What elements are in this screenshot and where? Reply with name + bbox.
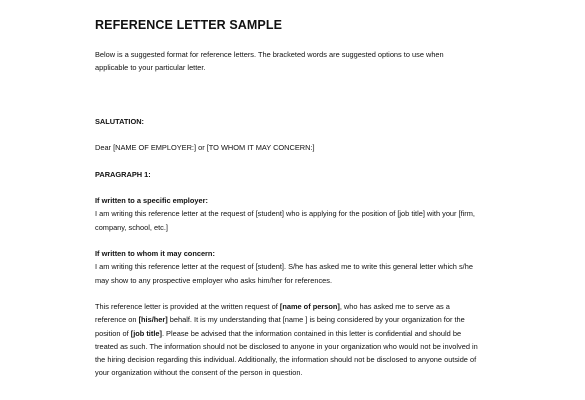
whom-it-may-concern-line: I am writing this reference letter at the request of [student]. S/he has asked me to write this general letter which s/he bbox=[95, 262, 473, 272]
paragraph1-heading: PARAGRAPH 1: bbox=[95, 170, 151, 179]
specific-employer-line: company, school, etc.] bbox=[95, 222, 168, 232]
body-text: reference on bbox=[95, 315, 139, 325]
whom-it-may-concern-heading: If written to whom it may concern: bbox=[95, 249, 215, 258]
body-line: the hiring decision regarding this individual. Additionally, the information should not be disclosed to anyone outside of bbox=[95, 355, 477, 365]
body-line bbox=[95, 313, 515, 326]
specific-employer-section bbox=[95, 194, 515, 234]
whom-it-may-concern-section bbox=[95, 247, 515, 287]
body-line bbox=[95, 300, 515, 313]
body-text: position of bbox=[95, 328, 131, 338]
body-text: . Please be advised that the information contained in this letter is confidential and should be bbox=[161, 328, 462, 338]
document-title: REFERENCE LETTER SAMPLE bbox=[95, 18, 283, 32]
intro-line: applicable to your particular letter. bbox=[95, 63, 206, 73]
placeholder-job-title: [job title] bbox=[130, 328, 162, 338]
body-line: your organization without the consent of the person in question. bbox=[95, 368, 303, 378]
body-line bbox=[95, 327, 515, 340]
salutation-line: Dear [NAME OF EMPLOYER:] or [TO WHOM IT MAY CONCERN:] bbox=[95, 143, 315, 152]
specific-employer-heading: If written to a specific employer: bbox=[95, 196, 208, 205]
specific-employer-line: I am writing this reference letter at the request of [student] who is applying for the position of [job title] with your [firm, bbox=[95, 209, 475, 219]
body-text: This reference letter is provided at the written request of bbox=[95, 302, 280, 311]
body-text: behalf. It is my understanding that [name ] is being considered by your organization for the bbox=[167, 315, 465, 325]
intro-line: Below is a suggested format for reference letters. The bracketed words are suggested options to use when bbox=[95, 50, 444, 59]
intro-paragraph bbox=[95, 48, 515, 75]
whom-it-may-concern-line: may show to any prospective employer who asks him/her for references. bbox=[95, 275, 333, 285]
body-text: , who has asked me to serve as a bbox=[339, 302, 450, 311]
placeholder-name-of-person: [name of person] bbox=[279, 302, 340, 311]
salutation-heading: SALUTATION: bbox=[95, 117, 144, 126]
placeholder-his-her: [his/her] bbox=[138, 315, 168, 325]
body-line: treated as such. The information should not be disclosed to anyone in your organization who would not be involved in bbox=[95, 341, 478, 351]
body-paragraph bbox=[95, 300, 515, 380]
